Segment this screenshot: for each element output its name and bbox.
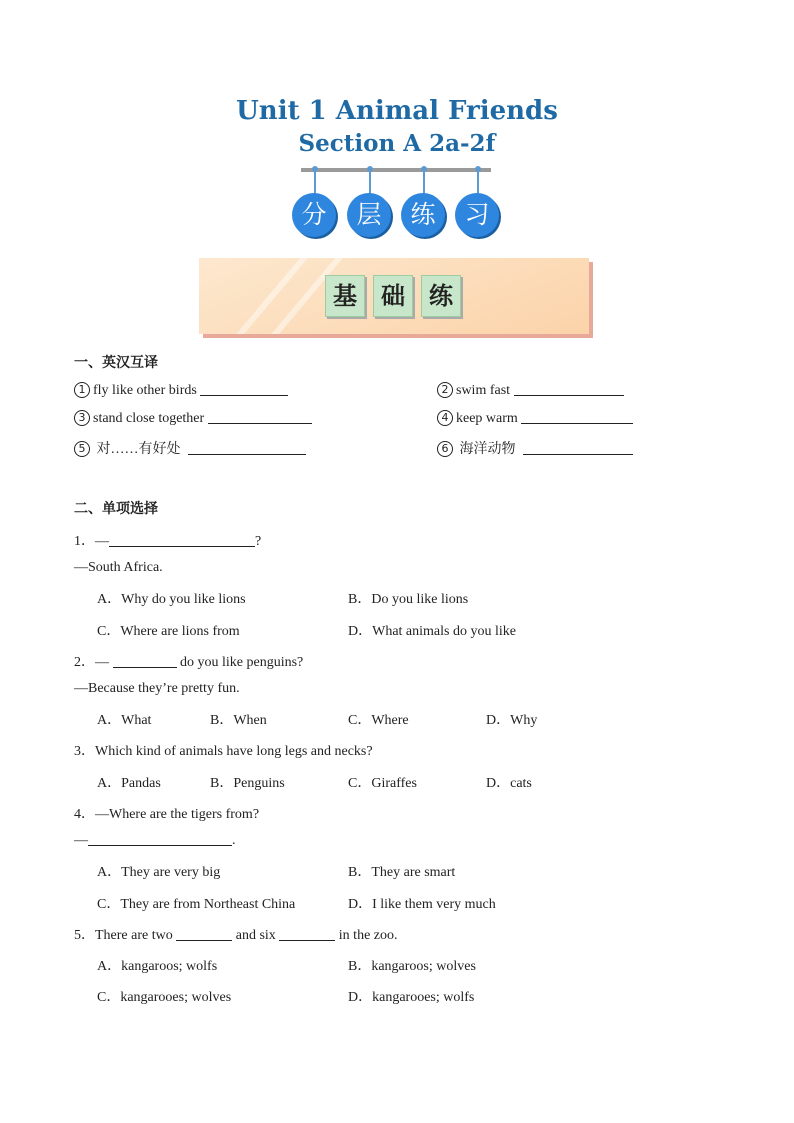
item-text: fly like other birds [93, 383, 197, 398]
translate-item [437, 410, 633, 427]
answer-blank[interactable] [176, 928, 232, 941]
item-text: stand close together [93, 411, 205, 426]
answer-blank[interactable] [514, 383, 624, 396]
reply-end: . [232, 833, 236, 848]
answer-blank[interactable] [200, 383, 288, 396]
option-b[interactable]: B．When [210, 713, 267, 728]
badge-fen: 分 [292, 193, 336, 237]
badge-stem [477, 170, 479, 194]
section2-heading: 二、单项选择 [74, 501, 158, 517]
option-c[interactable]: C．They are from Northeast China [97, 897, 296, 912]
badge-lian: 练 [401, 193, 445, 237]
option-d[interactable]: D．What animals do you like [348, 624, 516, 639]
page-title: Unit 1 Animal Friends [236, 96, 558, 126]
answer-blank[interactable] [88, 833, 232, 846]
option-d[interactable]: D．cats [486, 776, 532, 791]
option-c[interactable]: C．Where are lions from [97, 624, 240, 639]
question-text-mid: and six [235, 928, 276, 943]
item-text: 对……有好处 [96, 442, 181, 457]
question-reply: —South Africa. [74, 560, 163, 575]
page-subtitle: Section A 2a-2f [298, 130, 496, 157]
option-b[interactable]: B．Penguins [210, 776, 285, 791]
option-b[interactable]: B．They are smart [348, 865, 456, 880]
item-number: 1 [74, 382, 90, 398]
item-text: 海洋动物 [459, 442, 516, 457]
option-a[interactable]: A．Why do you like lions [97, 592, 246, 607]
banner-streak [215, 258, 310, 334]
answer-blank[interactable] [188, 442, 306, 455]
question-4: 4．—Where are the tigers from? [74, 807, 260, 822]
option-b[interactable]: B．kangaroos; wolves [348, 959, 476, 974]
option-a[interactable]: A．What [97, 713, 152, 728]
option-b[interactable]: B．Do you like lions [348, 592, 469, 607]
option-c[interactable]: C．Giraffes [348, 776, 417, 791]
option-c[interactable]: C．Where [348, 713, 409, 728]
badge-xi: 习 [455, 193, 499, 237]
answer-blank[interactable] [521, 411, 633, 424]
translate-item [74, 382, 288, 399]
question-reply [74, 833, 236, 849]
question-reply: —Because they’re pretty fun. [74, 681, 240, 696]
translate-item [74, 410, 312, 427]
question-1 [74, 530, 261, 550]
banner-tile: 础 [373, 275, 413, 317]
banner-tile: 练 [421, 275, 461, 317]
item-number: 4 [437, 410, 453, 426]
item-number: 3 [74, 410, 90, 426]
item-text: keep warm [456, 411, 518, 426]
option-d[interactable]: D．Why [486, 713, 538, 728]
answer-blank[interactable] [208, 411, 312, 424]
item-number: 2 [437, 382, 453, 398]
badge-stem [314, 170, 316, 194]
badge-ceng: 层 [347, 193, 391, 237]
question-5 [74, 924, 398, 944]
section1-heading: 一、英汉互译 [74, 355, 158, 371]
question-text: 5．There are two [74, 928, 173, 943]
option-a[interactable]: A．kangaroos; wolfs [97, 959, 218, 974]
answer-blank[interactable] [109, 534, 255, 547]
question-text: 2．— [74, 655, 109, 670]
badge-bar [301, 168, 491, 172]
level-banner [199, 258, 589, 334]
question-text: 1．— [74, 534, 109, 549]
badge-stem [369, 170, 371, 194]
question-text-end: do you like penguins? [180, 655, 304, 670]
answer-blank[interactable] [113, 655, 177, 668]
banner-tile: 基 [325, 275, 365, 317]
reply-dash: — [74, 833, 88, 848]
item-number: 5 [74, 441, 90, 457]
question-2 [74, 651, 303, 671]
answer-blank[interactable] [523, 442, 633, 455]
translate-item [437, 438, 633, 458]
option-a[interactable]: A．Pandas [97, 776, 161, 791]
question-text-end: in the zoo. [338, 928, 398, 943]
option-d[interactable]: D．kangarooes; wolfs [348, 990, 475, 1005]
option-a[interactable]: A．They are very big [97, 865, 221, 880]
translate-item [74, 438, 306, 458]
question-text-end: ? [255, 534, 262, 549]
answer-blank[interactable] [279, 928, 335, 941]
option-c[interactable]: C．kangarooes; wolves [97, 990, 232, 1005]
item-text: swim fast [456, 383, 511, 398]
item-number: 6 [437, 441, 453, 457]
translate-item [437, 382, 624, 399]
badge-stem [423, 170, 425, 194]
question-3: 3．Which kind of animals have long legs and necks? [74, 744, 373, 759]
option-d[interactable]: D．I like them very much [348, 897, 496, 912]
